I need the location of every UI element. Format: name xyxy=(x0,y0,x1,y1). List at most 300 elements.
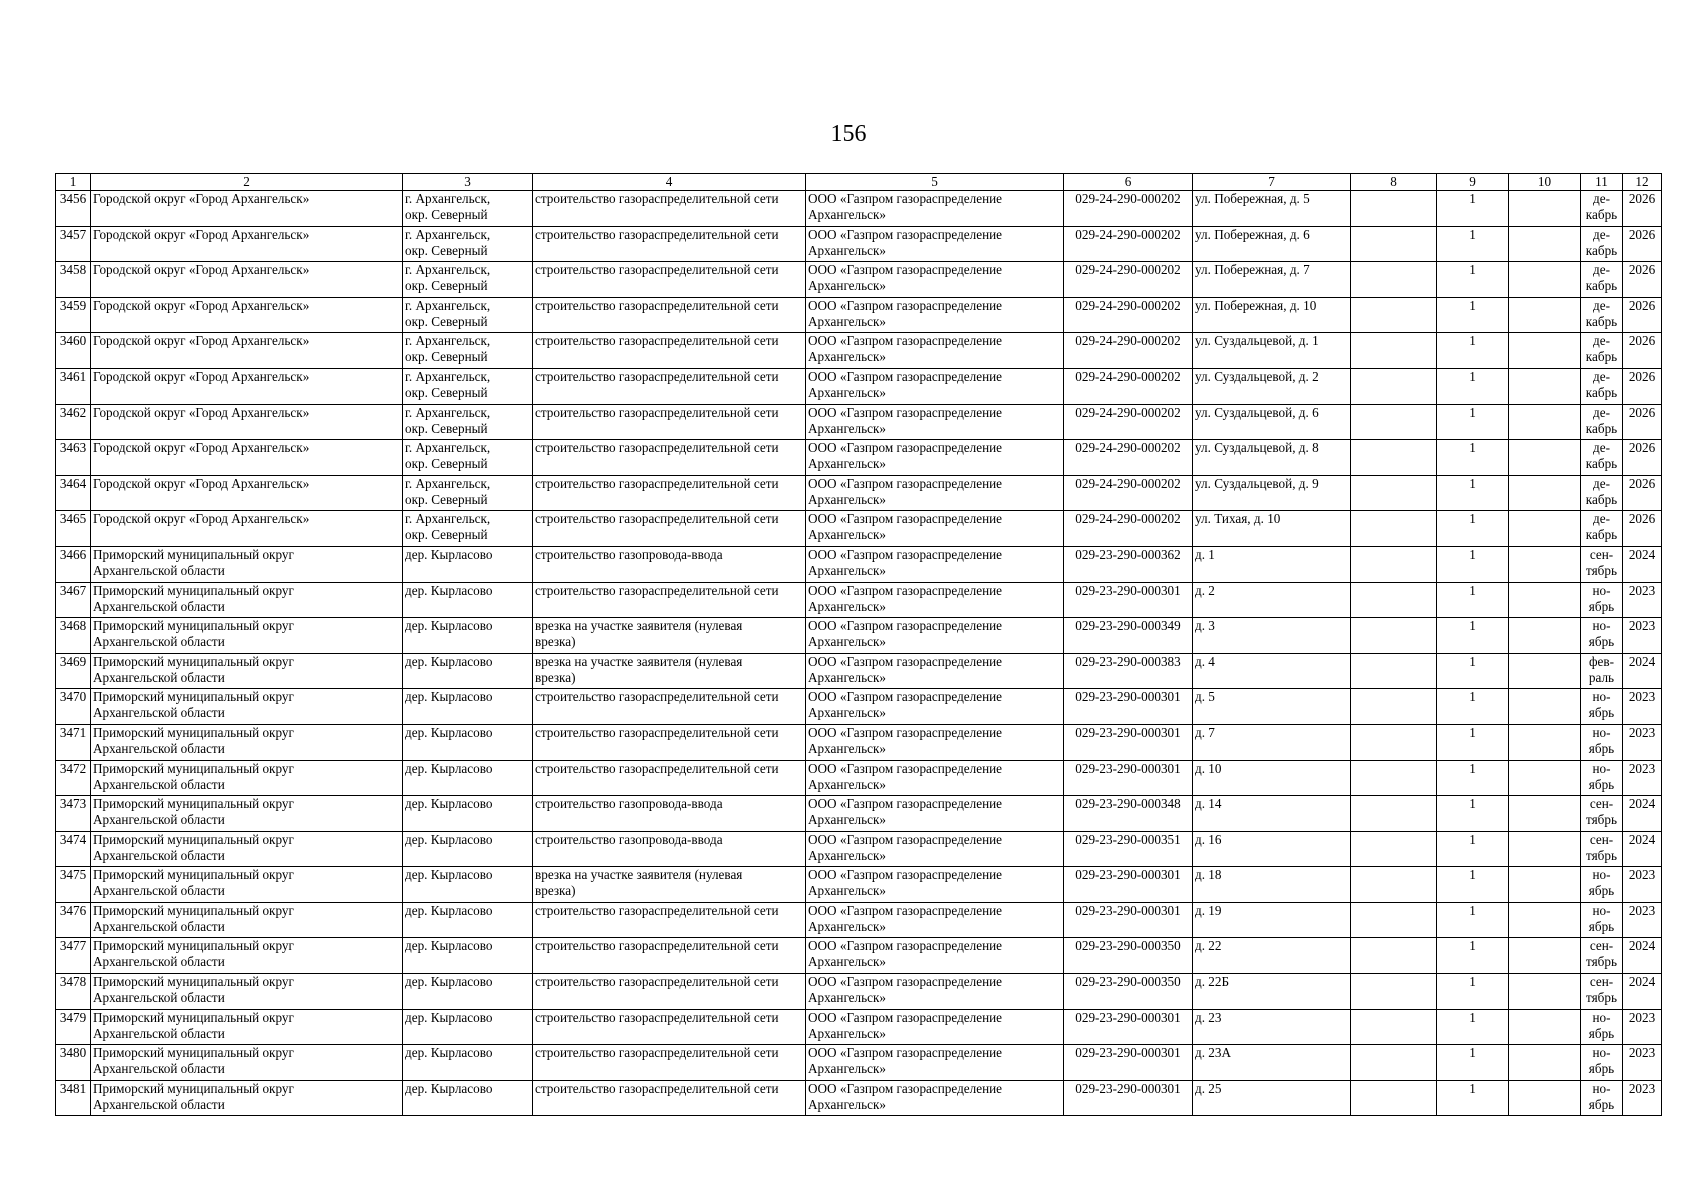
month-line-2: кабрь xyxy=(1585,278,1618,294)
municipality-cell xyxy=(91,867,403,903)
month-line-1: де- xyxy=(1593,440,1610,456)
address: д. 14 xyxy=(1195,796,1222,812)
row-number-cell xyxy=(56,475,91,511)
month-line-2: ябрь xyxy=(1588,634,1615,650)
code: 029-23-290-000301 xyxy=(1075,902,1181,918)
settlement-cell xyxy=(403,226,533,262)
municipality-cell xyxy=(91,796,403,832)
settlement-line-1: г. Архангельск, xyxy=(405,368,491,384)
organization-cell xyxy=(806,653,1064,689)
month-line-1: сен- xyxy=(1589,974,1614,990)
organization-cell xyxy=(806,1045,1064,1081)
municipality-line-1: Городской округ «Город Архангельск» xyxy=(93,297,310,313)
work-type-line-1: строительство газопровода-ввода xyxy=(535,831,723,847)
code-cell xyxy=(1064,191,1193,227)
quantity: 1 xyxy=(1469,226,1476,242)
municipality-line-2: Архангельской области xyxy=(93,1061,225,1077)
work-type-line-1: строительство газораспределительной сети xyxy=(535,262,779,278)
address-cell xyxy=(1193,831,1351,867)
organization-cell xyxy=(806,938,1064,974)
column-10-cell xyxy=(1509,546,1581,582)
municipality-cell xyxy=(91,1080,403,1116)
organization-line-1: ООО «Газпром газораспределение xyxy=(808,902,1003,918)
organization-line-1: ООО «Газпром газораспределение xyxy=(808,546,1003,562)
table-row xyxy=(56,1080,1662,1116)
code-cell xyxy=(1064,582,1193,618)
row-number: 3456 xyxy=(59,191,87,206)
month-line-2: ябрь xyxy=(1588,1025,1615,1041)
row-number-cell xyxy=(56,902,91,938)
code: 029-23-290-000350 xyxy=(1075,938,1181,954)
settlement-cell xyxy=(403,511,533,547)
quantity: 1 xyxy=(1469,191,1476,206)
municipality-cell xyxy=(91,689,403,725)
organization-line-1: ООО «Газпром газораспределение xyxy=(808,297,1003,313)
month-cell xyxy=(1581,191,1623,227)
organization-cell xyxy=(806,262,1064,298)
month-cell xyxy=(1581,297,1623,333)
month-line-2: ябрь xyxy=(1588,1061,1615,1077)
code: 029-23-290-000351 xyxy=(1075,831,1181,847)
column-8-cell xyxy=(1351,938,1437,974)
organization-line-2: Архангельск» xyxy=(808,562,886,578)
quantity: 1 xyxy=(1469,974,1476,990)
work-type-line-2: врезка) xyxy=(535,634,576,650)
row-number: 3467 xyxy=(59,582,87,598)
code-cell xyxy=(1064,618,1193,654)
quantity-cell xyxy=(1437,440,1509,476)
row-number-cell xyxy=(56,333,91,369)
work-type-cell xyxy=(533,546,806,582)
month-line-1: фев- xyxy=(1588,653,1615,669)
month-line-2: кабрь xyxy=(1585,527,1618,543)
address-cell xyxy=(1193,1080,1351,1116)
code: 029-23-290-000301 xyxy=(1075,1045,1181,1061)
municipality-cell xyxy=(91,368,403,404)
row-number-cell xyxy=(56,440,91,476)
code: 029-24-290-000202 xyxy=(1075,262,1181,278)
municipality-line-1: Приморский муниципальный округ xyxy=(93,582,294,598)
address: ул. Тихая, д. 10 xyxy=(1195,511,1281,527)
settlement-cell xyxy=(403,546,533,582)
year-cell xyxy=(1623,689,1662,725)
settlement-line-1: г. Архангельск, xyxy=(405,440,491,456)
address: д. 10 xyxy=(1195,760,1222,776)
settlement-line-2: окр. Северный xyxy=(405,384,488,400)
column-8-cell xyxy=(1351,1045,1437,1081)
municipality-cell xyxy=(91,475,403,511)
work-type-cell xyxy=(533,368,806,404)
month-cell xyxy=(1581,689,1623,725)
code: 029-23-290-000362 xyxy=(1075,546,1181,562)
work-type-line-1: строительство газопровода-ввода xyxy=(535,796,723,812)
quantity-cell xyxy=(1437,191,1509,227)
quantity: 1 xyxy=(1469,404,1476,420)
quantity: 1 xyxy=(1469,760,1476,776)
code-cell xyxy=(1064,546,1193,582)
municipality-cell xyxy=(91,831,403,867)
settlement-line-1: дер. Кырласово xyxy=(405,831,493,847)
month-line-1: де- xyxy=(1593,191,1610,206)
address: д. 22 xyxy=(1195,938,1222,954)
work-type-cell xyxy=(533,440,806,476)
column-10-cell xyxy=(1509,440,1581,476)
address: ул. Суздальцевой, д. 9 xyxy=(1195,475,1319,491)
month-cell xyxy=(1581,760,1623,796)
column-8-cell xyxy=(1351,867,1437,903)
year: 2024 xyxy=(1628,938,1656,954)
column-8-cell xyxy=(1351,974,1437,1010)
address: ул. Побережная, д. 10 xyxy=(1195,297,1317,313)
column-8-cell xyxy=(1351,297,1437,333)
work-type-cell xyxy=(533,1045,806,1081)
address-cell xyxy=(1193,546,1351,582)
column-10-cell xyxy=(1509,1009,1581,1045)
month-line-2: тябрь xyxy=(1586,954,1617,970)
month-line-1: де- xyxy=(1593,333,1610,349)
row-number: 3459 xyxy=(59,297,87,313)
work-type-cell xyxy=(533,333,806,369)
code: 029-24-290-000202 xyxy=(1075,333,1181,349)
col-header-3: 3 xyxy=(403,174,533,191)
row-number-cell xyxy=(56,1009,91,1045)
organization-line-1: ООО «Газпром газораспределение xyxy=(808,440,1003,456)
month-line-2: тябрь xyxy=(1586,562,1617,578)
column-8-cell xyxy=(1351,902,1437,938)
settlement-line-2: окр. Северный xyxy=(405,527,488,543)
organization-cell xyxy=(806,368,1064,404)
col-header-5: 5 xyxy=(806,174,1064,191)
col-header-11: 11 xyxy=(1581,174,1623,191)
settlement-line-2: окр. Северный xyxy=(405,491,488,507)
settlement-line-1: дер. Кырласово xyxy=(405,653,493,669)
work-type-line-1: строительство газораспределительной сети xyxy=(535,404,779,420)
organization-line-1: ООО «Газпром газораспределение xyxy=(808,368,1003,384)
settlement-line-2: окр. Северный xyxy=(405,207,488,222)
address-cell xyxy=(1193,226,1351,262)
month-cell xyxy=(1581,1009,1623,1045)
col-header-2: 2 xyxy=(91,174,403,191)
table-row xyxy=(56,902,1662,938)
column-8-cell xyxy=(1351,760,1437,796)
column-10-cell xyxy=(1509,191,1581,227)
quantity: 1 xyxy=(1469,938,1476,954)
quantity: 1 xyxy=(1469,262,1476,278)
year-cell xyxy=(1623,618,1662,654)
quantity: 1 xyxy=(1469,831,1476,847)
column-8-cell xyxy=(1351,333,1437,369)
table-row xyxy=(56,333,1662,369)
month-cell xyxy=(1581,974,1623,1010)
month-line-1: сен- xyxy=(1589,938,1614,954)
organization-cell xyxy=(806,974,1064,1010)
column-10-cell xyxy=(1509,226,1581,262)
address: ул. Суздальцевой, д. 6 xyxy=(1195,404,1319,420)
municipality-line-1: Городской округ «Город Архангельск» xyxy=(93,475,310,491)
address: д. 18 xyxy=(1195,867,1222,883)
work-type-cell xyxy=(533,262,806,298)
settlement-line-1: дер. Кырласово xyxy=(405,760,493,776)
row-number-cell xyxy=(56,760,91,796)
year-cell xyxy=(1623,902,1662,938)
work-type-line-2: врезка) xyxy=(535,883,576,899)
work-type-cell xyxy=(533,582,806,618)
code-cell xyxy=(1064,475,1193,511)
row-number: 3481 xyxy=(59,1080,87,1096)
organization-cell xyxy=(806,511,1064,547)
column-10-cell xyxy=(1509,831,1581,867)
year: 2024 xyxy=(1628,653,1656,669)
settlement-cell xyxy=(403,475,533,511)
settlement-line-1: дер. Кырласово xyxy=(405,796,493,812)
work-type-cell xyxy=(533,796,806,832)
row-number: 3464 xyxy=(59,475,87,491)
month-line-1: но- xyxy=(1592,760,1611,776)
code-cell xyxy=(1064,1045,1193,1081)
work-type-cell xyxy=(533,938,806,974)
row-number-cell xyxy=(56,1080,91,1116)
organization-cell xyxy=(806,760,1064,796)
work-type-cell xyxy=(533,1080,806,1116)
code: 029-23-290-000301 xyxy=(1075,724,1181,740)
row-number: 3462 xyxy=(59,404,87,420)
column-10-cell xyxy=(1509,653,1581,689)
table-row xyxy=(56,938,1662,974)
row-number: 3479 xyxy=(59,1009,87,1025)
col-header-8: 8 xyxy=(1351,174,1437,191)
month-cell xyxy=(1581,440,1623,476)
address-cell xyxy=(1193,760,1351,796)
code: 029-23-290-000348 xyxy=(1075,796,1181,812)
organization-line-1: ООО «Газпром газораспределение xyxy=(808,262,1003,278)
organization-line-2: Архангельск» xyxy=(808,242,886,258)
municipality-cell xyxy=(91,440,403,476)
year-cell xyxy=(1623,440,1662,476)
settlement-line-1: дер. Кырласово xyxy=(405,546,493,562)
row-number: 3461 xyxy=(59,368,87,384)
month-line-1: де- xyxy=(1593,404,1610,420)
address-cell xyxy=(1193,796,1351,832)
municipality-line-2: Архангельской области xyxy=(93,990,225,1006)
address-cell xyxy=(1193,938,1351,974)
month-line-2: кабрь xyxy=(1585,207,1618,222)
year: 2026 xyxy=(1628,262,1656,278)
year-cell xyxy=(1623,333,1662,369)
column-8-cell xyxy=(1351,511,1437,547)
organization-line-1: ООО «Газпром газораспределение xyxy=(808,1045,1003,1061)
address-cell xyxy=(1193,653,1351,689)
work-type-cell xyxy=(533,475,806,511)
month-line-2: ябрь xyxy=(1588,740,1615,756)
address-cell xyxy=(1193,1045,1351,1081)
year: 2026 xyxy=(1628,368,1656,384)
code: 029-24-290-000202 xyxy=(1075,368,1181,384)
settlement-cell xyxy=(403,368,533,404)
municipality-line-2: Архангельской области xyxy=(93,562,225,578)
work-type-line-1: строительство газораспределительной сети xyxy=(535,902,779,918)
address: д. 25 xyxy=(1195,1080,1222,1096)
organization-line-2: Архангельск» xyxy=(808,740,886,756)
month-cell xyxy=(1581,1045,1623,1081)
settlement-cell xyxy=(403,831,533,867)
organization-cell xyxy=(806,333,1064,369)
organization-line-1: ООО «Газпром газораспределение xyxy=(808,653,1003,669)
organization-cell xyxy=(806,689,1064,725)
column-10-cell xyxy=(1509,582,1581,618)
municipality-line-1: Приморский муниципальный округ xyxy=(93,653,294,669)
code: 029-24-290-000202 xyxy=(1075,440,1181,456)
row-number-cell xyxy=(56,867,91,903)
quantity-cell xyxy=(1437,262,1509,298)
table-row xyxy=(56,974,1662,1010)
row-number: 3469 xyxy=(59,653,87,669)
address-cell xyxy=(1193,867,1351,903)
year-cell xyxy=(1623,511,1662,547)
table-row xyxy=(56,226,1662,262)
column-10-cell xyxy=(1509,511,1581,547)
month-line-2: тябрь xyxy=(1586,812,1617,828)
organization-line-2: Архангельск» xyxy=(808,420,886,436)
year-cell xyxy=(1623,546,1662,582)
work-type-cell xyxy=(533,724,806,760)
year-cell xyxy=(1623,368,1662,404)
municipality-line-2: Архангельской области xyxy=(93,634,225,650)
quantity-cell xyxy=(1437,226,1509,262)
settlement-line-2: окр. Северный xyxy=(405,349,488,365)
month-line-2: ябрь xyxy=(1588,776,1615,792)
organization-line-2: Архангельск» xyxy=(808,1096,886,1112)
code: 029-23-290-000301 xyxy=(1075,1080,1181,1096)
quantity-cell xyxy=(1437,1045,1509,1081)
column-10-cell xyxy=(1509,796,1581,832)
work-type-line-1: строительство газораспределительной сети xyxy=(535,938,779,954)
month-line-1: де- xyxy=(1593,262,1610,278)
municipality-line-1: Приморский муниципальный округ xyxy=(93,689,294,705)
column-8-cell xyxy=(1351,191,1437,227)
month-line-1: де- xyxy=(1593,297,1610,313)
address-cell xyxy=(1193,902,1351,938)
quantity-cell xyxy=(1437,867,1509,903)
municipality-cell xyxy=(91,938,403,974)
column-8-cell xyxy=(1351,724,1437,760)
quantity-cell xyxy=(1437,1080,1509,1116)
code: 029-23-290-000301 xyxy=(1075,582,1181,598)
month-cell xyxy=(1581,404,1623,440)
year: 2024 xyxy=(1628,546,1656,562)
quantity: 1 xyxy=(1469,1045,1476,1061)
settlement-line-2: окр. Северный xyxy=(405,242,488,258)
organization-cell xyxy=(806,582,1064,618)
code: 029-23-290-000301 xyxy=(1075,689,1181,705)
work-type-line-2: врезка) xyxy=(535,669,576,685)
work-type-cell xyxy=(533,404,806,440)
municipality-line-1: Приморский муниципальный округ xyxy=(93,796,294,812)
organization-cell xyxy=(806,867,1064,903)
table-row xyxy=(56,440,1662,476)
column-8-cell xyxy=(1351,546,1437,582)
col-header-6: 6 xyxy=(1064,174,1193,191)
year-cell xyxy=(1623,760,1662,796)
code: 029-23-290-000301 xyxy=(1075,760,1181,776)
quantity: 1 xyxy=(1469,440,1476,456)
quantity-cell xyxy=(1437,760,1509,796)
code: 029-24-290-000202 xyxy=(1075,191,1181,206)
organization-cell xyxy=(806,475,1064,511)
municipality-line-1: Городской округ «Город Архангельск» xyxy=(93,191,310,206)
column-8-cell xyxy=(1351,796,1437,832)
organization-line-1: ООО «Газпром газораспределение xyxy=(808,618,1003,634)
month-line-1: сен- xyxy=(1589,831,1614,847)
code-cell xyxy=(1064,226,1193,262)
column-8-cell xyxy=(1351,226,1437,262)
address-cell xyxy=(1193,689,1351,725)
settlement-line-1: дер. Кырласово xyxy=(405,582,493,598)
row-number: 3466 xyxy=(59,546,87,562)
work-type-cell xyxy=(533,902,806,938)
col-header-10: 10 xyxy=(1509,174,1581,191)
year-cell xyxy=(1623,191,1662,227)
organization-cell xyxy=(806,796,1064,832)
code-cell xyxy=(1064,724,1193,760)
quantity: 1 xyxy=(1469,1009,1476,1025)
column-8-cell xyxy=(1351,440,1437,476)
quantity: 1 xyxy=(1469,511,1476,527)
month-line-2: кабрь xyxy=(1585,313,1618,329)
row-number-cell xyxy=(56,262,91,298)
work-type-cell xyxy=(533,1009,806,1045)
column-8-cell xyxy=(1351,1009,1437,1045)
address: д. 5 xyxy=(1195,689,1215,705)
month-line-1: но- xyxy=(1592,689,1611,705)
settlement-line-2: окр. Северный xyxy=(405,278,488,294)
settlement-cell xyxy=(403,262,533,298)
work-type-line-1: строительство газораспределительной сети xyxy=(535,297,779,313)
municipality-cell xyxy=(91,404,403,440)
year: 2026 xyxy=(1628,226,1656,242)
table-row xyxy=(56,867,1662,903)
organization-line-1: ООО «Газпром газораспределение xyxy=(808,333,1003,349)
row-number: 3463 xyxy=(59,440,87,456)
year-cell xyxy=(1623,1080,1662,1116)
organization-line-1: ООО «Газпром газораспределение xyxy=(808,760,1003,776)
address-cell xyxy=(1193,974,1351,1010)
municipality-line-2: Архангельской области xyxy=(93,812,225,828)
municipality-cell xyxy=(91,226,403,262)
settlement-line-2: окр. Северный xyxy=(405,456,488,472)
address-cell xyxy=(1193,440,1351,476)
organization-line-2: Архангельск» xyxy=(808,278,886,294)
municipality-line-1: Городской округ «Город Архангельск» xyxy=(93,404,310,420)
year: 2023 xyxy=(1628,760,1656,776)
code-cell xyxy=(1064,297,1193,333)
code: 029-23-290-000301 xyxy=(1075,1009,1181,1025)
quantity-cell xyxy=(1437,902,1509,938)
settlement-cell xyxy=(403,974,533,1010)
work-type-line-1: строительство газораспределительной сети xyxy=(535,1009,779,1025)
column-8-cell xyxy=(1351,368,1437,404)
code: 029-24-290-000202 xyxy=(1075,475,1181,491)
municipality-cell xyxy=(91,582,403,618)
row-number-cell xyxy=(56,974,91,1010)
organization-line-1: ООО «Газпром газораспределение xyxy=(808,1080,1003,1096)
row-number: 3475 xyxy=(59,867,87,883)
organization-cell xyxy=(806,1080,1064,1116)
organization-line-1: ООО «Газпром газораспределение xyxy=(808,475,1003,491)
year: 2026 xyxy=(1628,297,1656,313)
table-row xyxy=(56,191,1662,227)
year-cell xyxy=(1623,938,1662,974)
address-cell xyxy=(1193,475,1351,511)
